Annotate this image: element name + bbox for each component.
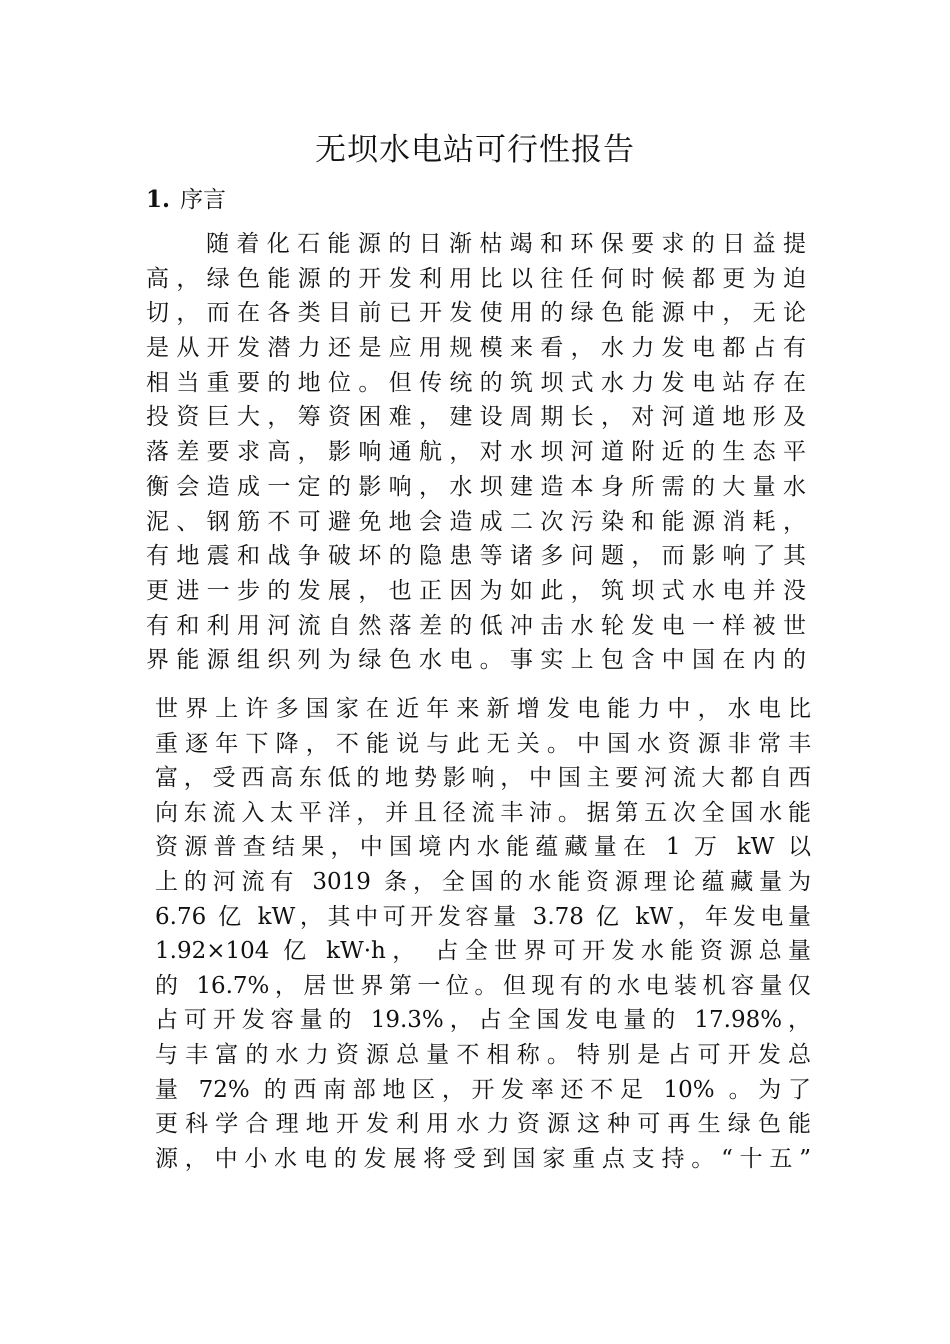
text-line: 随着化石能源的日渐枯竭和环保要求的日益提 — [206, 231, 806, 257]
section-heading — [146, 182, 226, 218]
text-line: 切，而在各类目前已开发使用的绿色能源中，无论 — [146, 300, 806, 327]
text-line: 富，受西高东低的地势影响，中国主要河流大都自西 — [155, 765, 811, 792]
text-line: 落差要求高，影响通航，对水坝河道附近的生态平 — [146, 439, 806, 466]
text-line: 重逐年下降，不能说与此无关。中国水资源非常丰 — [155, 730, 811, 757]
text-line: 泥、钢筋不可避免地会造成二次污染和能源消耗， — [146, 508, 806, 535]
text-line: 与丰富的水力资源总量不相称。特别是占可开发总 — [155, 1041, 811, 1068]
text-line: 量 72% 的西南部地区，开发率还不足 10% 。为了 — [155, 1076, 811, 1103]
paragraph-block-2 — [155, 692, 811, 1176]
document-title: 无坝水电站可行性报告 — [315, 132, 635, 168]
text-line: 衡会造成一定的影响，水坝建造本身所需的大量水 — [146, 473, 806, 500]
text-line: 上的河流有 3019 条，全国的水能资源理论蕴藏量为 — [155, 868, 811, 895]
text-line: 的 16.7%，居世界第一位。但现有的水电装机容量仅 — [155, 972, 811, 999]
text-line: 界能源组织列为绿色水电。事实上包含中国在内的 — [146, 647, 806, 674]
section-number: 1. — [146, 186, 171, 213]
text-line: 占可开发容量的 19.3%，占全国发电量的 17.98%， — [155, 1007, 811, 1034]
text-line: 世界上许多国家在近年来新增发电能力中，水电比 — [155, 696, 811, 722]
text-line: 资源普查结果，中国境内水能蕴藏量在 1 万 kW 以 — [155, 834, 811, 861]
text-line: 高，绿色能源的开发利用比以往任何时候都更为迫 — [146, 265, 806, 292]
text-line: 有地震和战争破坏的隐患等诸多问题，而影响了其 — [146, 543, 806, 570]
text-line: 6.76 亿 kW，其中可开发容量 3.78 亿 kW，年发电量 — [155, 903, 811, 930]
section-title: 序言 — [180, 187, 227, 213]
text-line: 投资巨大，筹资困难，建设周期长，对河道地形及 — [146, 404, 806, 431]
text-line: 相当重要的地位。但传统的筑坝式水力发电站存在 — [146, 369, 806, 396]
paragraph-block-1 — [146, 227, 806, 678]
text-line: 更进一步的发展，也正因为如此，筑坝式水电并没 — [146, 577, 806, 604]
text-line: 是从开发潜力还是应用规模来看，水力发电都占有 — [146, 335, 806, 362]
text-line: 向东流入太平洋，并且径流丰沛。据第五次全国水能 — [155, 799, 811, 826]
text-line: 更科学合理地开发利用水力资源这种可再生绿色能 — [155, 1111, 811, 1138]
text-line: 1.92×104 亿 kW·h， 占全世界可开发水能资源总量 — [155, 938, 811, 965]
text-line: 有和利用河流自然落差的低冲击水轮发电一样被世 — [146, 612, 806, 639]
text-line: 源，中小水电的发展将受到国家重点支持。“十五” — [155, 1145, 811, 1172]
